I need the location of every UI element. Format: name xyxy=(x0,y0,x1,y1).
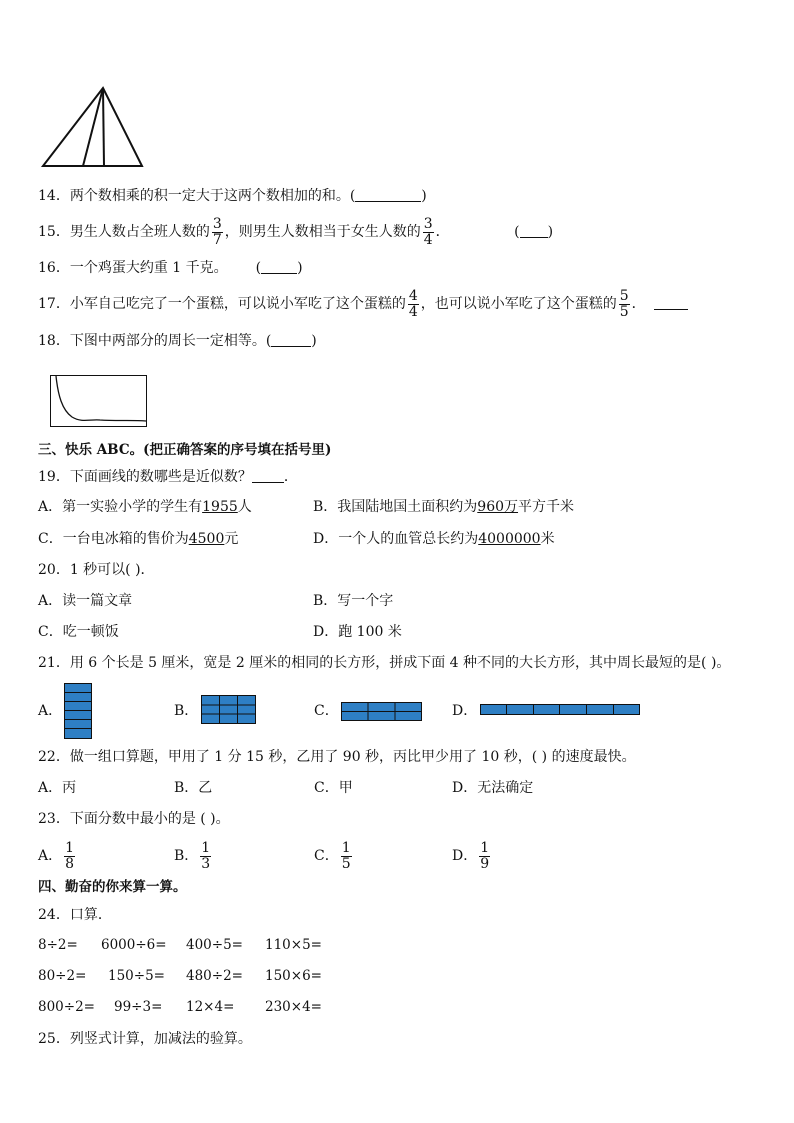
option-c[interactable]: C． $\frac{1}{5}$ xyxy=(314,839,351,872)
calc-item: 150×6= xyxy=(265,968,322,984)
question-19: 19．下面画线的数哪些是近似数？ ． xyxy=(38,469,298,485)
option-b[interactable]: B．乙 xyxy=(174,780,213,796)
answer-blank[interactable] xyxy=(261,259,297,274)
option-c[interactable]: C．一台电冰箱的售价为4500元 xyxy=(38,531,239,547)
calc-item: 12×4= xyxy=(186,999,235,1015)
fraction: $\frac{4}{4}$ xyxy=(408,287,418,320)
option-d[interactable]: D．跑 100 米 xyxy=(313,624,402,640)
fraction: $\frac{3}{4}$ xyxy=(423,215,433,248)
calc-item: 480÷2= xyxy=(186,968,243,984)
calc-item: 8÷2= xyxy=(38,937,78,953)
question-14: 14．两个数相乘的积一定大于这两个数相加的和。( ) xyxy=(38,188,427,204)
option-b[interactable]: B．我国陆地国土面积约为960万平方千米 xyxy=(313,499,575,515)
question-16: 16．一个鸡蛋大约重 1 千克。 ( ) xyxy=(38,260,303,276)
calc-item: 150÷5= xyxy=(108,968,165,984)
calc-item: 110×5= xyxy=(265,937,322,953)
answer-blank[interactable] xyxy=(654,295,688,310)
option-d[interactable]: D．一个人的血管总长约为4000000米 xyxy=(313,531,555,547)
answer-blank[interactable] xyxy=(271,332,311,347)
question-24: 24．口算． xyxy=(38,907,112,923)
question-18: 18．下图中两部分的周长一定相等。( ) xyxy=(38,333,317,349)
triangle-figure xyxy=(38,84,148,170)
option-c[interactable]: C．吃一顿饭 xyxy=(38,624,119,640)
rectangle-option-b xyxy=(201,695,256,724)
question-20: 20．1 秒可以( )． xyxy=(38,562,155,578)
option-a[interactable]: A．丙 xyxy=(38,780,77,796)
option-d[interactable]: D． xyxy=(452,703,478,719)
question-17: 17．小军自己吃完了一个蛋糕，可以说小军吃了这个蛋糕的 $\frac{4}{4}$ ，也可以说小军吃了这个蛋糕的 $\frac{5}{5}$ ． xyxy=(38,286,688,322)
option-a[interactable]: A．读一篇文章 xyxy=(38,593,133,609)
rectangle-option-a xyxy=(64,683,92,739)
section-4-heading: 四、勤奋的你来算一算。 xyxy=(38,879,187,895)
rectangle-option-d xyxy=(480,704,640,715)
option-b[interactable]: B． xyxy=(174,703,199,719)
rectangle-option-c xyxy=(341,702,422,721)
option-c[interactable]: C．甲 xyxy=(314,780,353,796)
option-c[interactable]: C． xyxy=(314,703,339,719)
option-b[interactable]: B．写一个字 xyxy=(313,593,394,609)
calc-item: 80÷2= xyxy=(38,968,87,984)
option-a[interactable]: A．第一实验小学的学生有1955人 xyxy=(38,499,252,515)
answer-blank[interactable] xyxy=(355,187,421,202)
calc-item: 400÷5= xyxy=(186,937,243,953)
option-b[interactable]: B． $\frac{1}{3}$ xyxy=(174,839,211,872)
calc-item: 230×4= xyxy=(265,999,322,1015)
option-d[interactable]: D． $\frac{1}{9}$ xyxy=(452,839,490,872)
section-3-heading: 三、快乐 ABC。(把正确答案的序号填在括号里) xyxy=(38,442,332,458)
question-25: 25．列竖式计算，加减法的验算。 xyxy=(38,1031,252,1047)
rectangle-curve-figure xyxy=(50,375,148,428)
question-22: 22．做一组口算题，甲用了 1 分 15 秒，乙用了 90 秒，丙比甲少用了 10 秒，( ) 的速度最快。 xyxy=(38,749,636,765)
answer-blank[interactable] xyxy=(252,468,284,483)
calc-item: 800÷2= xyxy=(38,999,95,1015)
fraction: $\frac{5}{5}$ xyxy=(619,287,629,320)
question-15: 15．男生人数占全班人数的 $\frac{3}{7}$ ，则男生人数相当于女生人数的 $\frac{3}{4}$ ． ( ) xyxy=(38,215,554,248)
answer-blank[interactable] xyxy=(520,223,548,238)
calc-item: 99÷3= xyxy=(114,999,163,1015)
option-a[interactable]: A． xyxy=(38,703,63,719)
fraction: $\frac{3}{7}$ xyxy=(212,215,222,248)
option-d[interactable]: D．无法确定 xyxy=(452,780,534,796)
question-23: 23．下面分数中最小的是 ( )。 xyxy=(38,811,230,827)
question-21: 21．用 6 个长是 5 厘米，宽是 2 厘米的相同的长方形，拼成下面 4 种不同的大长方形，其中周长最短的是( )。 xyxy=(38,655,731,671)
calc-item: 6000÷6= xyxy=(101,937,167,953)
option-a[interactable]: A． $\frac{1}{8}$ xyxy=(38,839,75,872)
